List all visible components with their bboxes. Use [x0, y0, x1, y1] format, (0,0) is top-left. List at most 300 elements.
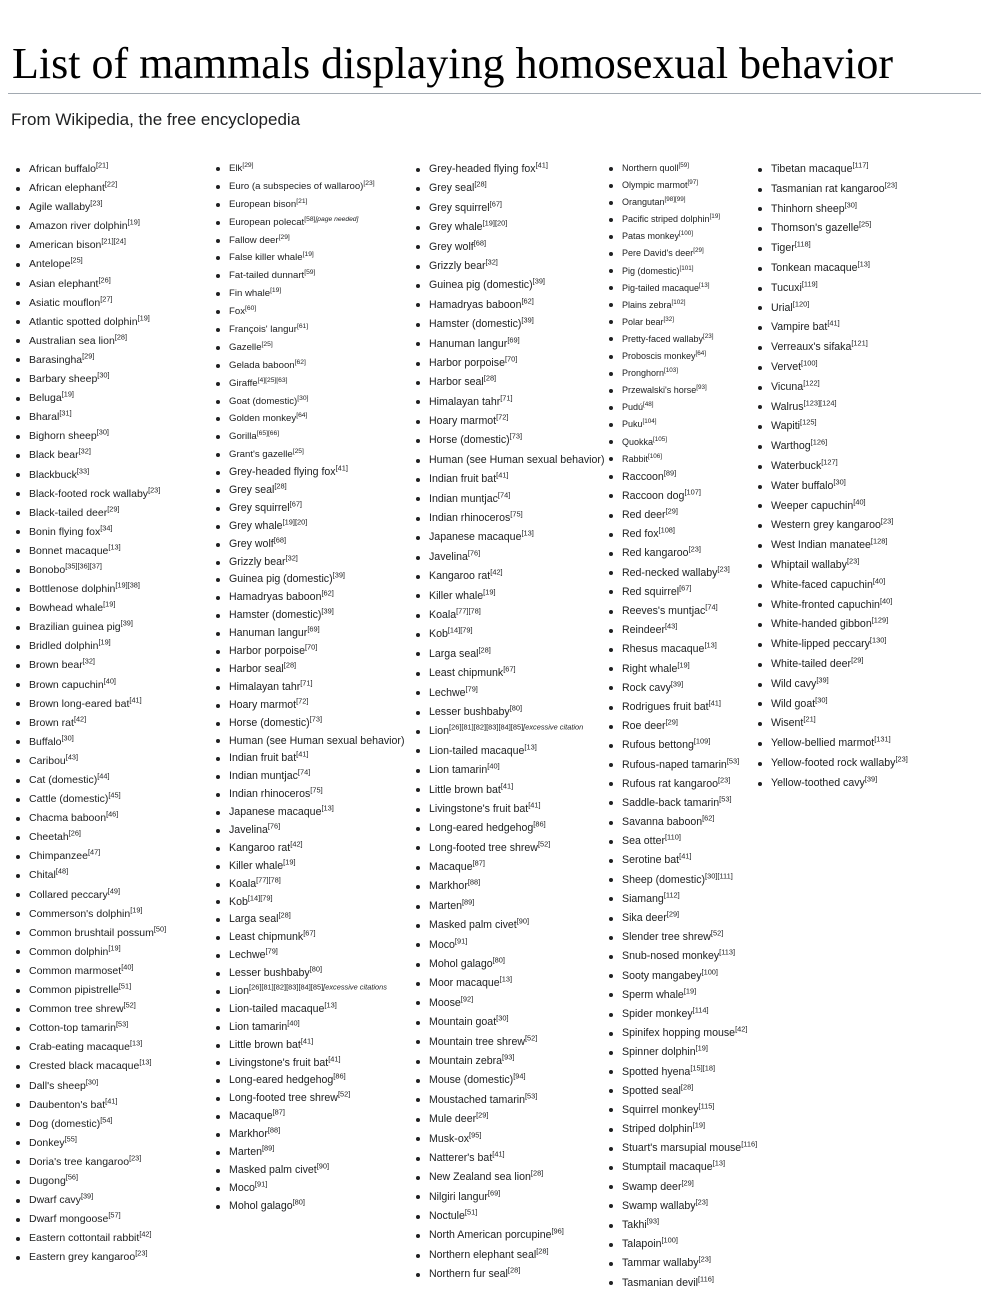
citation-link[interactable]: [64] [296, 412, 308, 420]
mammal-link[interactable]: Musk-ox [429, 1132, 470, 1145]
mammal-link[interactable]: New Zealand sea lion [429, 1171, 531, 1184]
citation-link[interactable]: [26] [68, 828, 81, 838]
mammal-link[interactable]: Hanuman langur [229, 627, 308, 640]
mammal-link[interactable]: Mule deer [429, 1113, 477, 1126]
mammal-link[interactable]: Eastern grey kangaroo [29, 1251, 136, 1264]
citation-link[interactable]: [67] [489, 199, 502, 209]
mammal-link[interactable]: Siamang [622, 892, 664, 905]
mammal-link[interactable]: Goat (domestic) [229, 395, 298, 407]
mammal-link[interactable]: Guinea pig (domestic) [229, 573, 333, 586]
mammal-link[interactable]: Dugong [29, 1174, 66, 1187]
mammal-link[interactable]: Hoary marmot [429, 415, 497, 428]
mammal-link[interactable]: Hoary marmot [229, 698, 297, 711]
mammal-link[interactable]: Elk [229, 163, 243, 174]
mammal-link[interactable]: Raccoon [622, 470, 664, 483]
citation-link[interactable]: [88] [467, 877, 481, 887]
mammal-link[interactable]: Golden monkey [229, 413, 297, 425]
mammal-link[interactable]: Common pipistrelle [29, 984, 119, 997]
mammal-link[interactable]: Rock cavy [622, 681, 671, 694]
citation-link[interactable]: [19] [302, 251, 314, 259]
citation-link[interactable]: [28] [483, 373, 497, 383]
mammal-link[interactable]: Mohol galago [229, 1199, 293, 1212]
citation-link[interactable]: [25] [261, 340, 273, 348]
citation-link[interactable]: [30] [61, 733, 74, 743]
mammal-link[interactable]: Barbary sheep [29, 373, 98, 386]
citation-link[interactable]: [88] [267, 1125, 281, 1135]
citation-link[interactable]: [23] [703, 332, 714, 340]
mammal-link[interactable]: Red-necked wallaby [622, 566, 718, 579]
mammal-link[interactable]: Chital [29, 869, 56, 882]
mammal-link[interactable]: Bonobo [29, 563, 66, 576]
mammal-link[interactable]: Olympic marmot [622, 180, 688, 191]
mammal-link[interactable]: Yellow-footed rock wallaby [771, 756, 896, 769]
mammal-link[interactable]: Spinner dolphin [622, 1046, 696, 1059]
mammal-link[interactable]: Urial [771, 301, 793, 314]
citation-link[interactable]: [29] [476, 1110, 489, 1120]
mammal-link[interactable]: Crab-eating macaque [29, 1041, 130, 1054]
citation-link[interactable]: [41] [328, 1054, 341, 1063]
mammal-link[interactable]: Yellow-bellied marmot [771, 737, 875, 750]
mammal-link[interactable]: Collared peccary [29, 888, 108, 901]
citation-link[interactable]: [41] [129, 695, 142, 705]
mammal-link[interactable]: Pig (domestic) [622, 265, 680, 276]
mammal-link[interactable]: Chacma baboon [29, 812, 107, 825]
citation-link[interactable]: [90] [316, 1161, 330, 1171]
citation-link[interactable]: [29] [851, 655, 864, 665]
mammal-link[interactable]: Lion tamarin [229, 1020, 288, 1033]
mammal-link[interactable]: Macaque [429, 861, 473, 874]
citation-link[interactable]: [41] [492, 1149, 505, 1159]
citation-link[interactable]: [32] [485, 257, 498, 267]
citation-link[interactable]: [52] [524, 1033, 538, 1043]
citation-link[interactable]: [22] [104, 179, 118, 189]
mammal-link[interactable]: Cotton-top tamarin [29, 1022, 116, 1035]
citation-link[interactable]: [25] [859, 219, 872, 229]
citation-link[interactable]: [23] [695, 1197, 708, 1207]
mammal-link[interactable]: Brown capuchin [29, 678, 104, 691]
mammal-link[interactable]: Wild cavy [771, 677, 817, 690]
citation-link[interactable]: [23] [698, 1254, 711, 1264]
mammal-link[interactable]: White-fronted capuchin [771, 598, 880, 611]
citation-link[interactable]: [41] [535, 160, 548, 170]
citation-link[interactable]: [119] [801, 279, 818, 289]
citation-link[interactable]: [28] [536, 1246, 549, 1256]
citation-link[interactable]: [48] [643, 401, 654, 409]
citation-link[interactable]: [30] [97, 370, 110, 380]
citation-link[interactable]: [118] [794, 239, 811, 249]
mammal-link[interactable]: Vervet [771, 360, 802, 373]
mammal-link[interactable]: Long-footed tree shrew [229, 1092, 338, 1105]
mammal-link[interactable]: Lion-tailed macaque [229, 1002, 325, 1015]
mammal-link[interactable]: Fox [229, 306, 245, 318]
citation-link[interactable]: [19] [127, 217, 140, 227]
citation-link[interactable]: [19] [270, 287, 282, 295]
mammal-link[interactable]: Dall's sheep [29, 1079, 86, 1092]
citation-link[interactable]: [13] [524, 742, 537, 752]
citation-link[interactable]: [19] [695, 1043, 708, 1053]
citation-link[interactable]: [41] [300, 1036, 314, 1046]
mammal-link[interactable]: Grant's gazelle [229, 449, 293, 461]
mammal-link[interactable]: Reindeer [622, 624, 665, 637]
mammal-link[interactable]: Kob [229, 895, 248, 908]
mammal-link[interactable]: Asian elephant [29, 277, 99, 290]
citation-link[interactable]: [41] [335, 463, 348, 473]
citation-link[interactable]: [41] [296, 749, 309, 759]
citation-link[interactable]: [71] [300, 678, 313, 688]
citation-link[interactable]: [42] [290, 839, 303, 849]
mammal-link[interactable]: Puku [622, 419, 643, 430]
mammal-link[interactable]: Wisent [771, 717, 804, 730]
citation-link[interactable]: [76] [467, 548, 481, 558]
citation-link[interactable]: [13] [712, 1158, 726, 1168]
mammal-link[interactable]: Grizzly bear [229, 555, 286, 568]
citation-link[interactable]: [19] [130, 905, 143, 915]
citation-link[interactable]: [69] [507, 334, 520, 344]
citation-link[interactable]: [73] [309, 714, 323, 724]
citation-link[interactable]: [30] [496, 1013, 509, 1023]
mammal-link[interactable]: White-lipped peccary [771, 638, 870, 651]
mammal-link[interactable]: Saddle-back tamarin [622, 796, 720, 809]
mammal-link[interactable]: Bighorn sheep [29, 430, 97, 443]
mammal-link[interactable]: Koala [229, 877, 257, 890]
citation-link[interactable]: [58] [304, 215, 316, 223]
mammal-link[interactable]: Sheep (domestic) [622, 873, 706, 886]
mammal-link[interactable]: Grey-headed flying fox [429, 163, 536, 175]
citation-link[interactable]: [74] [705, 602, 718, 612]
mammal-link[interactable]: Spotted hyena [622, 1065, 691, 1078]
mammal-link[interactable]: Larga seal [429, 647, 479, 660]
citation-link[interactable]: [86] [333, 1071, 346, 1081]
mammal-link[interactable]: Moose [429, 996, 461, 1009]
citation-link[interactable]: [103] [664, 367, 679, 375]
mammal-link[interactable]: Hamster (domestic) [229, 609, 322, 622]
mammal-link[interactable]: Himalayan tahr [429, 395, 501, 408]
citation-link[interactable]: [52] [537, 839, 551, 849]
citation-link[interactable]: [68] [473, 238, 487, 248]
citation-link[interactable]: [69] [307, 624, 320, 634]
mammal-link[interactable]: Rufous-naped tamarin [622, 758, 727, 771]
mammal-link[interactable]: Masked palm civet [429, 919, 517, 932]
citation-link[interactable]: [114] [692, 1005, 709, 1015]
mammal-link[interactable]: Kob [429, 628, 448, 641]
citation-link[interactable]: [79] [465, 684, 478, 694]
citation-link[interactable]: [75] [310, 785, 323, 795]
mammal-link[interactable]: Red fox [622, 528, 659, 541]
mammal-link[interactable]: Least chipmunk [429, 667, 504, 680]
mammal-link[interactable]: European polecat [229, 216, 305, 228]
mammal-link[interactable]: Daubenton's bat [29, 1098, 106, 1111]
mammal-link[interactable]: Spinifex hopping mouse [622, 1027, 736, 1040]
mammal-link[interactable]: Crested black macaque [29, 1060, 140, 1073]
citation-link[interactable]: [40] [879, 596, 893, 605]
mammal-link[interactable]: Indian muntjac [429, 492, 498, 505]
citation-link[interactable]: [96] [551, 1226, 564, 1236]
mammal-link[interactable]: Chimpanzee [29, 850, 88, 863]
citation-link[interactable]: [101] [679, 264, 694, 272]
mammal-link[interactable]: Northern fur seal [429, 1268, 508, 1281]
mammal-link[interactable]: Donkey [29, 1136, 65, 1149]
mammal-link[interactable]: Hamadryas baboon [229, 591, 322, 604]
mammal-link[interactable]: Japanese macaque [429, 531, 522, 544]
citation-link[interactable]: [23] [718, 775, 731, 785]
mammal-link[interactable]: Przewalski's horse [622, 385, 697, 396]
mammal-link[interactable]: Guinea pig (domestic) [429, 279, 533, 292]
citation-link[interactable]: [100] [801, 358, 818, 368]
citation-link[interactable]: [29] [107, 504, 120, 514]
mammal-link[interactable]: Pronghorn [622, 368, 665, 379]
mammal-link[interactable]: Common brushtail possum [29, 926, 154, 939]
mammal-link[interactable]: François' langur [229, 324, 297, 336]
mammal-link[interactable]: Rhesus macaque [622, 643, 705, 656]
mammal-link[interactable]: Squirrel monkey [622, 1103, 699, 1116]
citation-link[interactable]: [40] [287, 1018, 300, 1028]
citation-link[interactable]: [87] [472, 858, 485, 868]
citation-link[interactable]: [32] [82, 656, 95, 666]
citation-link[interactable]: [23] [363, 179, 375, 187]
mammal-link[interactable]: Noctule [429, 1210, 465, 1223]
citation-link[interactable]: [91] [254, 1179, 268, 1189]
mammal-link[interactable]: Hanuman langur [429, 337, 508, 350]
mammal-link[interactable]: Fin whale [229, 288, 271, 300]
citation-link[interactable]: [40] [487, 761, 500, 771]
mammal-link[interactable]: Sea otter [622, 835, 665, 848]
citation-link[interactable]: [117] [852, 160, 869, 170]
mammal-link[interactable]: Lion [429, 725, 450, 738]
mammal-link[interactable]: Harbor porpoise [429, 356, 505, 369]
citation-link[interactable]: [75] [510, 509, 523, 519]
mammal-link[interactable]: Proboscis monkey [622, 351, 696, 362]
mammal-link[interactable]: Javelina [229, 823, 268, 836]
mammal-link[interactable]: Lesser bushbaby [229, 967, 310, 980]
citation-link[interactable]: [50] [153, 924, 167, 934]
citation-link[interactable]: [4][25][63] [257, 376, 288, 384]
citation-link[interactable]: [30][111] [705, 871, 733, 881]
citation-link[interactable]: [30] [833, 477, 846, 487]
citation-link[interactable]: [54] [100, 1115, 113, 1125]
mammal-link[interactable]: European bison [229, 198, 297, 210]
citation-link[interactable]: [42] [490, 567, 503, 577]
citation-link[interactable]: [47] [87, 847, 101, 857]
citation-link[interactable]: [45] [108, 790, 121, 800]
mammal-link[interactable]: Agile wallaby [29, 201, 91, 214]
mammal-link[interactable]: Spotted seal [622, 1084, 681, 1097]
citation-link[interactable]: [130] [869, 635, 887, 645]
mammal-link[interactable]: Human (see Human sexual behavior) [429, 453, 605, 466]
citation-link[interactable]: [39] [670, 679, 684, 689]
citation-link[interactable]: [33] [76, 466, 90, 475]
mammal-link[interactable]: North American porcupine [429, 1229, 552, 1242]
mammal-link[interactable]: Caribou [29, 754, 66, 767]
citation-link[interactable]: [30] [85, 1077, 99, 1086]
mammal-link[interactable]: Lesser bushbaby [429, 705, 510, 718]
mammal-link[interactable]: Mohol galago [429, 958, 493, 971]
mammal-link[interactable]: Doria's tree kangaroo [29, 1155, 130, 1168]
citation-link[interactable]: [40] [121, 962, 134, 972]
citation-link[interactable]: [51] [118, 981, 132, 991]
mammal-link[interactable]: Sooty mangabey [622, 969, 702, 982]
citation-link[interactable]: [73] [509, 431, 523, 441]
mammal-link[interactable]: Common marmoset [29, 964, 122, 977]
citation-link[interactable]: [28] [278, 910, 291, 920]
citation-link[interactable]: [29] [693, 247, 704, 255]
citation-link[interactable]: [39] [332, 570, 345, 580]
mammal-link[interactable]: Raccoon dog [622, 489, 685, 502]
mammal-link[interactable]: Dwarf cavy [29, 1194, 81, 1207]
citation-link[interactable]: [79] [265, 946, 278, 956]
mammal-link[interactable]: Lechwe [229, 949, 266, 962]
mammal-link[interactable]: Bonnet macaque [29, 544, 109, 557]
mammal-link[interactable]: Swamp wallaby [622, 1199, 696, 1212]
citation-link[interactable]: [19][20] [282, 517, 308, 527]
citation-link[interactable]: [55] [64, 1134, 77, 1144]
citation-link[interactable]: [115] [698, 1101, 715, 1111]
citation-link[interactable]: [35][36][37] [65, 561, 102, 571]
citation-link[interactable]: [64] [695, 350, 707, 358]
mammal-link[interactable]: Pig-tailed macaque [622, 282, 700, 293]
mammal-link[interactable]: Livingstone's fruit bat [429, 802, 529, 815]
mammal-link[interactable]: Spider monkey [622, 1007, 693, 1020]
citation-link[interactable]: [62] [321, 588, 334, 598]
citation-link[interactable]: [89] [663, 468, 677, 478]
citation-link[interactable]: [23] [135, 1248, 148, 1258]
mammal-link[interactable]: Fallow deer [229, 234, 279, 246]
citation-link[interactable]: [109] [693, 736, 711, 746]
mammal-link[interactable]: Koala [429, 608, 457, 621]
mammal-link[interactable]: Beluga [29, 392, 62, 405]
citation-link[interactable]: [19][20] [482, 218, 508, 228]
citation-link[interactable]: [13] [857, 259, 870, 269]
mammal-link[interactable]: African buffalo [29, 163, 96, 175]
mammal-link[interactable]: Orangutan [622, 197, 665, 208]
citation-link[interactable]: [28] [114, 332, 128, 342]
mammal-link[interactable]: Indian rhinoceros [229, 788, 311, 801]
mammal-link[interactable]: Wild goat [771, 697, 816, 710]
mammal-link[interactable]: Buffalo [29, 735, 62, 748]
mammal-link[interactable]: Grey seal [429, 182, 475, 195]
citation-link[interactable]: [113] [719, 947, 736, 957]
mammal-link[interactable]: Mouse (domestic) [429, 1074, 514, 1087]
citation-link[interactable]: [57] [108, 1210, 121, 1220]
citation-link[interactable]: [23] [884, 180, 898, 190]
citation-link[interactable]: [95] [469, 1130, 482, 1139]
mammal-link[interactable]: African elephant [29, 182, 105, 195]
mammal-link[interactable]: Bridled dolphin [29, 640, 99, 653]
mammal-link[interactable]: Cat (domestic) [29, 774, 98, 786]
mammal-link[interactable]: White-faced capuchin [771, 578, 873, 591]
mammal-link[interactable]: Gelada baboon [229, 359, 295, 371]
citation-link[interactable]: [107] [684, 487, 701, 497]
citation-link[interactable]: [123][124] [803, 398, 837, 408]
mammal-link[interactable]: Rufous rat kangaroo [622, 777, 718, 790]
mammal-link[interactable]: Gorilla [229, 431, 257, 443]
mammal-link[interactable]: Weeper capuchin [771, 499, 854, 512]
mammal-link[interactable]: Rodrigues fruit bat [622, 700, 709, 713]
citation-link[interactable]: [67] [679, 583, 692, 593]
mammal-link[interactable]: Right whale [622, 662, 678, 675]
mammal-link[interactable]: Tammar wallaby [622, 1257, 699, 1270]
citation-link[interactable]: [23] [846, 556, 860, 566]
citation-link[interactable]: [43] [65, 752, 79, 762]
mammal-link[interactable]: Grey squirrel [429, 201, 490, 214]
citation-link[interactable]: [41] [105, 1096, 118, 1106]
mammal-link[interactable]: Lion [229, 984, 250, 997]
mammal-link[interactable]: Verreaux's sifaka [771, 341, 852, 354]
mammal-link[interactable]: Pudú [622, 402, 644, 413]
citation-link[interactable]: [26] [98, 275, 111, 285]
mammal-link[interactable]: Grey whale [429, 221, 483, 234]
mammal-link[interactable]: Red kangaroo [622, 547, 689, 560]
mammal-link[interactable]: Talapoin [622, 1238, 662, 1251]
mammal-link[interactable]: Barasingha [29, 353, 83, 366]
citation-link[interactable]: [19] [709, 213, 721, 221]
citation-link[interactable]: [106] [648, 452, 663, 460]
mammal-link[interactable]: Tonkean macaque [771, 261, 858, 274]
citation-link[interactable]: [28] [507, 1265, 521, 1275]
mammal-link[interactable]: Least chipmunk [229, 931, 304, 944]
citation-link[interactable]: [41] [496, 470, 509, 480]
mammal-link[interactable]: Tiger [771, 242, 795, 255]
citation-link[interactable]: [39] [321, 606, 334, 616]
citation-link[interactable]: [51] [464, 1207, 478, 1217]
citation-link[interactable]: [80] [509, 703, 523, 713]
citation-link[interactable]: [19] [103, 599, 116, 609]
mammal-link[interactable]: Bowhead whale [29, 602, 104, 615]
mammal-link[interactable]: Masked palm civet [229, 1163, 317, 1176]
mammal-link[interactable]: Killer whale [429, 589, 484, 602]
citation-link[interactable]: [129] [871, 615, 889, 625]
citation-link[interactable]: [41] [679, 851, 692, 861]
mammal-link[interactable]: Tibetan macaque [771, 163, 853, 175]
citation-link[interactable]: [72] [296, 696, 309, 706]
citation-link[interactable]: [29] [82, 351, 95, 361]
citation-link[interactable]: [28] [530, 1168, 544, 1178]
mammal-link[interactable]: Markhor [429, 880, 468, 893]
mammal-link[interactable]: Striped dolphin [622, 1123, 693, 1136]
citation-link[interactable]: [19] [108, 943, 121, 953]
citation-link[interactable]: [70] [504, 354, 518, 364]
citation-link[interactable]: [23] [90, 198, 103, 208]
mammal-link[interactable]: Amazon river dolphin [29, 220, 128, 233]
mammal-link[interactable]: Thinhorn sheep [771, 202, 845, 215]
citation-link[interactable]: [42] [73, 714, 87, 724]
mammal-link[interactable]: Larga seal [229, 913, 279, 926]
citation-link[interactable]: [122] [803, 378, 820, 388]
citation-link[interactable]: [62] [702, 813, 715, 823]
citation-link[interactable]: [28] [680, 1082, 694, 1092]
citation-link[interactable]: [77][78] [456, 606, 481, 616]
citation-link[interactable]: [14][79] [247, 892, 273, 902]
mammal-link[interactable]: Natterer's bat [429, 1151, 493, 1164]
mammal-link[interactable]: Grizzly bear [429, 259, 486, 272]
citation-link[interactable]: [100] [701, 967, 718, 977]
citation-link[interactable]: [41] [827, 318, 840, 328]
citation-link[interactable]: [30] [844, 200, 857, 210]
mammal-link[interactable]: Gazelle [229, 341, 262, 353]
mammal-link[interactable]: Bharal [29, 411, 60, 424]
mammal-link[interactable]: Stuart's marsupial mouse [622, 1142, 742, 1155]
mammal-link[interactable]: Fat-tailed dunnart [229, 270, 305, 282]
mammal-link[interactable]: Northern quoll [622, 163, 679, 173]
citation-link[interactable]: [131] [874, 734, 891, 744]
mammal-link[interactable]: Mountain zebra [429, 1054, 503, 1067]
mammal-link[interactable]: Black bear [29, 449, 79, 462]
citation-link[interactable]: [80] [292, 1197, 305, 1207]
mammal-link[interactable]: Red squirrel [622, 585, 680, 598]
mammal-link[interactable]: Slender tree shrew [622, 931, 711, 944]
citation-link[interactable]: [93] [696, 384, 707, 392]
citation-link[interactable]: [23] [688, 544, 701, 554]
citation-link[interactable]: [91] [454, 936, 468, 946]
